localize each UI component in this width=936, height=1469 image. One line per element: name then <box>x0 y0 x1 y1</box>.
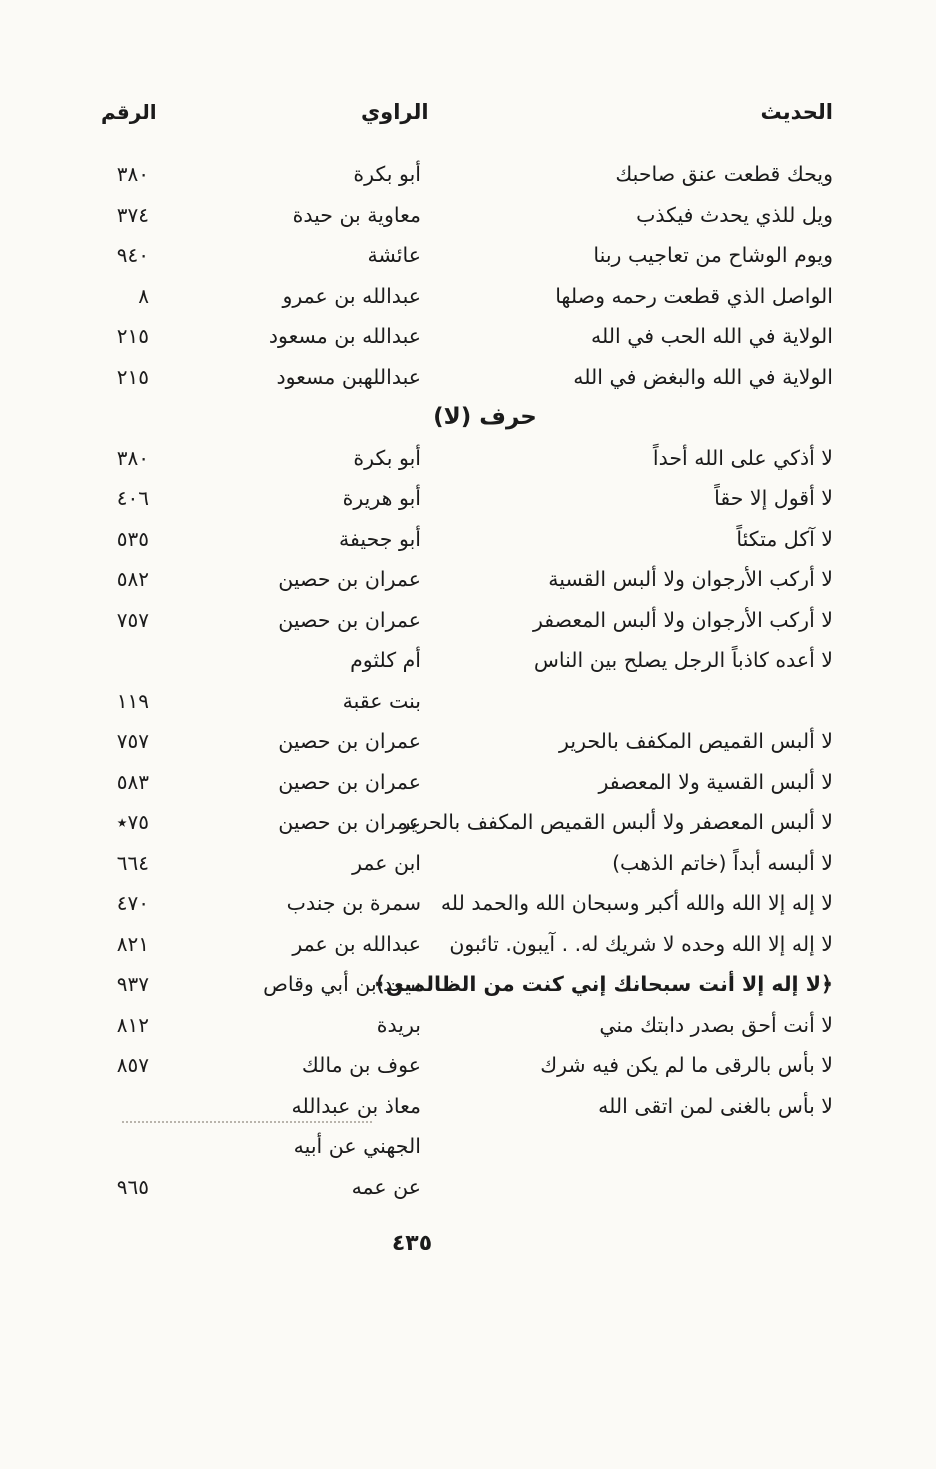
hadith-number: ٣٧٤ <box>116 202 149 227</box>
scan-dotted-line-artifact <box>122 1121 372 1123</box>
hadith-text: لا إله إلا الله وحده لا شريك له. . آيبون. تائبون <box>449 931 833 956</box>
narrator-name: عمران بن حصين <box>278 729 421 754</box>
hadith-number: ٨٥٧ <box>116 1053 149 1078</box>
hadith-text: لا بأس بالغنى لمن اتقى الله <box>598 1093 833 1118</box>
table-row <box>101 195 833 236</box>
hadith-text: لا آكل متكئاً <box>736 526 833 551</box>
table-row <box>101 600 833 641</box>
hadith-text: لا أركب الأرجوان ولا ألبس القسية <box>548 567 833 592</box>
narrator-name: الجهني عن أبيه <box>293 1134 421 1159</box>
narrator-name: عمران بن حصين <box>278 607 421 632</box>
section-heading: حرف (لا) <box>433 404 537 431</box>
table-row <box>101 235 833 276</box>
table-row <box>101 1045 833 1086</box>
hadith-text: لا أعده كاذباً الرجل يصلح بين الناس <box>533 648 833 673</box>
hadith-number: ٣٨٠ <box>116 445 149 470</box>
hadith-number: ٥٨٣ <box>116 769 149 794</box>
hadith-number: ٤٠٦ <box>116 486 149 511</box>
table-row <box>101 559 833 600</box>
hadith-index-table <box>101 92 833 1263</box>
table-row <box>101 802 833 843</box>
table-row <box>101 681 833 722</box>
hadith-number: ٥٣٥ <box>116 526 149 551</box>
hadith-text: ويل للذي يحدث فيكذب <box>636 202 833 227</box>
hadith-text: لا أذكي على الله أحداً <box>652 445 833 470</box>
hadith-number: ٧٥٧ <box>116 607 149 632</box>
hadith-text: لا ألبس المعصفر ولا ألبس القميص المكفف بالحرير <box>400 810 833 835</box>
hadith-number: ٩٤٠ <box>116 243 149 268</box>
hadith-number: ٨ <box>138 283 149 308</box>
column-header-number: الرقم <box>101 100 157 124</box>
table-row <box>101 843 833 884</box>
narrator-name: عبدالله بن عمر <box>292 931 421 956</box>
narrator-name: عن عمه <box>351 1174 421 1199</box>
hadith-number: ٩٦٥ <box>116 1174 149 1199</box>
table-body <box>101 154 833 1207</box>
hadith-number: ٨٢١ <box>116 931 149 956</box>
narrator-name: سعد بن أبي وقاص <box>263 972 421 997</box>
hadith-number: ٧٥٭ <box>116 810 149 835</box>
narrator-name: عبدالله بن مسعود <box>268 324 421 349</box>
narrator-name: معاوية بن حيدة <box>292 202 421 227</box>
hadith-text: الواصل الذي قطعت رحمه وصلها <box>555 283 833 308</box>
hadith-text: لا إله إلا الله والله أكبر وسبحان الله والحمد لله <box>440 891 833 916</box>
hadith-number: ٨١٢ <box>116 1012 149 1037</box>
hadith-number: ٤٧٠ <box>116 891 149 916</box>
narrator-name: أبو بكرة <box>353 162 421 187</box>
hadith-text: ﴿لا إله إلا أنت سبحانك إني كنت من الظالمين﴾ <box>373 972 833 997</box>
column-header-hadith: الحديث <box>760 100 833 124</box>
hadith-number: ٩٣٧ <box>116 972 149 997</box>
narrator-name: عمران بن حصين <box>278 769 421 794</box>
hadith-number: ٦٦٤ <box>116 850 149 875</box>
hadith-text: ويحك قطعت عنق صاحبك <box>615 162 833 187</box>
table-row <box>101 762 833 803</box>
hadith-text: لا بأس بالرقى ما لم يكن فيه شرك <box>540 1053 833 1078</box>
narrator-name: عوف بن مالك <box>301 1053 421 1078</box>
narrator-name: أبو بكرة <box>353 445 421 470</box>
hadith-number: ٥٨٢ <box>116 567 149 592</box>
hadith-text: ويوم الوشاح من تعاجيب ربنا <box>593 243 833 268</box>
table-row <box>101 1167 833 1208</box>
hadith-text: الولاية في الله والبغض في الله <box>573 364 833 389</box>
table-row <box>101 1086 833 1127</box>
hadith-text: لا ألبسه أبداً (خاتم الذهب) <box>612 850 833 875</box>
table-row <box>101 154 833 195</box>
narrator-name: عمران بن حصين <box>278 567 421 592</box>
narrator-name: ابن عمر <box>352 850 421 875</box>
narrator-name: معاذ بن عبدالله <box>291 1093 421 1118</box>
table-row <box>101 1126 833 1167</box>
narrator-name: عائشة <box>367 243 421 268</box>
hadith-text: لا أركب الأرجوان ولا ألبس المعصفر <box>532 607 833 632</box>
hadith-number: ٣٨٠ <box>116 162 149 187</box>
narrator-name: عبداللهبن مسعود <box>276 364 421 389</box>
narrator-name: أبو جحيفة <box>339 526 421 551</box>
table-row <box>101 883 833 924</box>
narrator-name: أم كلثوم <box>350 648 421 673</box>
table-row <box>101 276 833 317</box>
page-number: ٤٣٥ <box>391 1230 433 1256</box>
hadith-number: ٧٥٧ <box>116 729 149 754</box>
hadith-text: لا ألبس القميص المكفف بالحرير <box>559 729 833 754</box>
narrator-name: بنت عقبة <box>342 688 421 713</box>
hadith-text: لا ألبس القسية ولا المعصفر <box>598 769 833 794</box>
hadith-number: ٢١٥ <box>116 364 149 389</box>
header-gap <box>101 132 833 154</box>
table-row <box>101 316 833 357</box>
table-row <box>101 519 833 560</box>
table-row <box>101 438 833 479</box>
narrator-name: عمران بن حصين <box>278 810 421 835</box>
hadith-number: ١١٩ <box>116 688 149 713</box>
narrator-name: أبو هريرة <box>342 486 421 511</box>
table-row <box>101 721 833 762</box>
hadith-text: لا أنت أحق بصدر دابتك مني <box>599 1012 833 1037</box>
narrator-name: بريدة <box>376 1012 421 1037</box>
hadith-text: الولاية في الله الحب في الله <box>590 324 833 349</box>
column-header-narrator: الراوي <box>360 100 429 124</box>
table-row <box>101 1005 833 1046</box>
table-row <box>101 964 833 1005</box>
table-row <box>101 478 833 519</box>
table-header-row <box>101 92 833 132</box>
narrator-name: سمرة بن جندب <box>286 891 421 916</box>
hadith-text: لا أقول إلا حقاً <box>714 486 833 511</box>
table-row <box>101 357 833 398</box>
narrator-name: عبدالله بن عمرو <box>282 283 421 308</box>
hadith-number: ٢١٥ <box>116 324 149 349</box>
table-row <box>101 924 833 965</box>
table-row <box>101 640 833 681</box>
